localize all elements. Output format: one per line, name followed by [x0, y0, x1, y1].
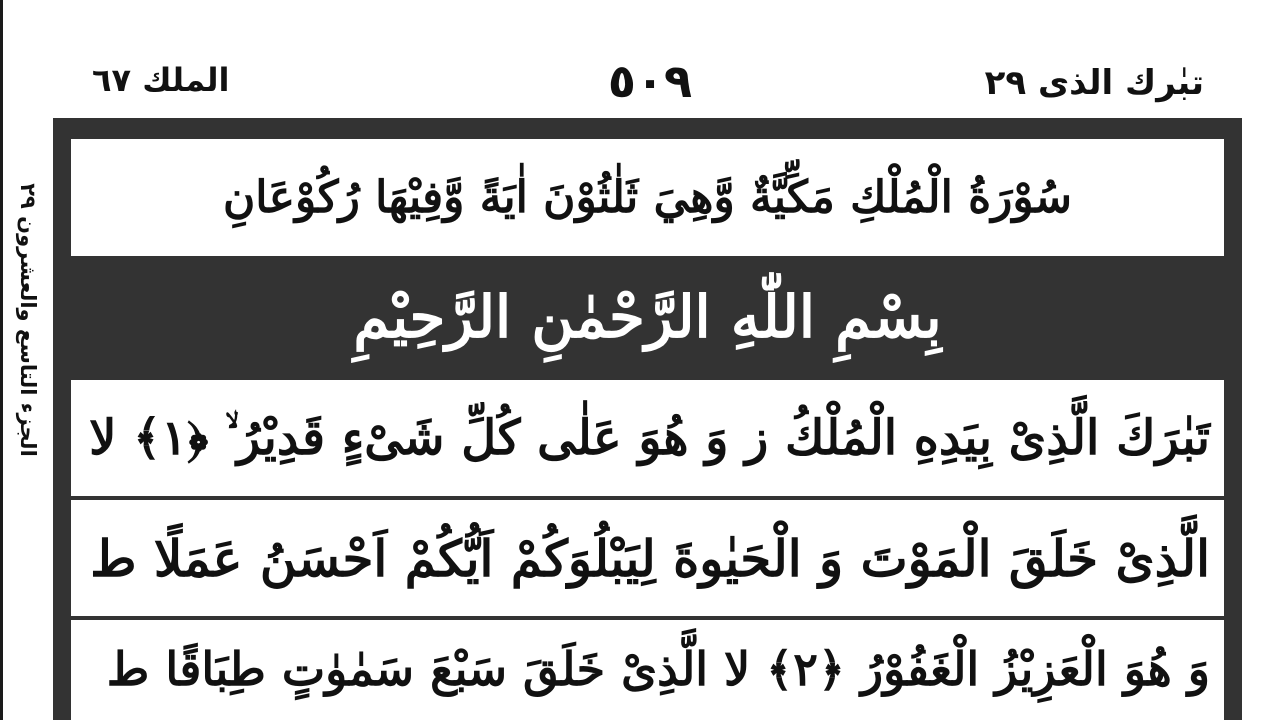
surah-title-box	[71, 139, 1224, 256]
page-number: ٥٠٩	[607, 54, 693, 108]
surah-header: الملك ٦٧	[92, 61, 230, 99]
verse-line-1	[71, 380, 1224, 496]
bismillah-band	[53, 258, 1242, 376]
side-margin-note	[6, 160, 50, 480]
bismillah: بِسْمِ اللّٰهِ الرَّحْمٰنِ الرَّحِيْمِ	[353, 283, 942, 351]
verse-line-3	[71, 620, 1224, 720]
side-margin-text: الجزء التاسع والعشرون ٢٩	[16, 183, 40, 457]
verse-text: الَّذِىْ خَلَقَ الْمَوْتَ وَ الْحَيٰوةَ لِيَبْلُوَكُمْ اَيُّكُمْ اَحْسَنُ عَمَلًا ط	[90, 528, 1210, 588]
surah-title: سُوْرَةُ الْمُلْكِ مَكِّيَّةٌ وَّهِيَ ثَلٰثُوْنَ اٰيَةً وَّفِيْهَا رُكُوْعَانِ	[222, 172, 1073, 223]
page-edge	[0, 0, 3, 720]
juz-header: تبٰرك الذى ٢٩	[984, 63, 1204, 103]
verse-text: وَ هُوَ الْعَزِيْزُ الْغَفُوْرُ ﴿٢﴾ لا الَّذِىْ خَلَقَ سَبْعَ سَمٰوٰتٍ طِبَاقًا ط	[106, 642, 1210, 697]
verse-text: تَبٰرَكَ الَّذِىْ بِيَدِهِ الْمُلْكُ ز وَ هُوَ عَلٰى كُلِّ شَىْءٍ قَدِيْرُ ۙ ﴿١﴾ لا	[89, 409, 1210, 466]
verse-line-2	[71, 500, 1224, 616]
